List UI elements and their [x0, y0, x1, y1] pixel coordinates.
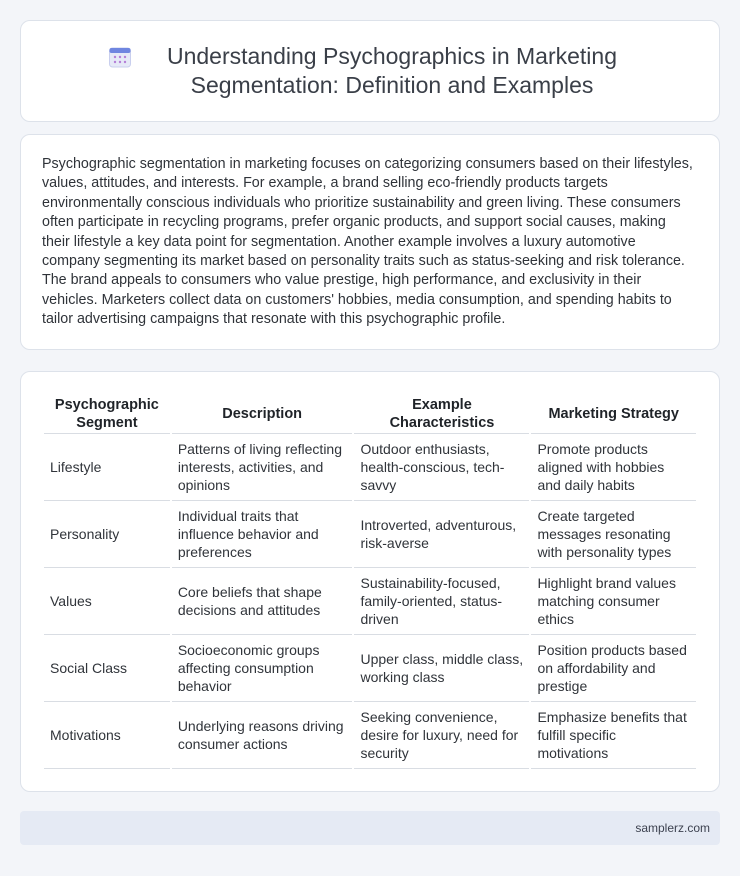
column-header: Marketing Strategy	[531, 394, 696, 434]
table-cell: Lifestyle	[44, 434, 170, 501]
table-cell: Upper class, middle class, working class	[354, 635, 529, 702]
table-cell: Personality	[44, 501, 170, 568]
table-cell: Position products based on affordability and prestige	[531, 635, 696, 702]
table-cell: Create targeted messages resonating with personality types	[531, 501, 696, 568]
segmentation-table	[42, 394, 698, 769]
table-cell: Promote products aligned with hobbies and daily habits	[531, 434, 696, 501]
footer-site-link[interactable]: samplerz.com	[635, 821, 710, 835]
table-row	[44, 702, 696, 769]
column-header: Psychographic Segment	[44, 394, 170, 434]
table-cell: Social Class	[44, 635, 170, 702]
table-header-row	[44, 394, 696, 434]
table-row	[44, 568, 696, 635]
footer-bar	[20, 811, 720, 845]
table-row	[44, 434, 696, 501]
table-cell: Sustainability-focused, family-oriented, status-driven	[354, 568, 529, 635]
intro-paragraph: Psychographic segmentation in marketing focuses on categorizing consumers based on their lifestyles, values, attitudes, and interests. For example, a brand selling eco-friendly products targets environmentally conscious individuals who prioritize sustainability and green living. These consumers often participate in recycling programs, prefer organic products, and support social causes, making their lifestyle a key data point for segmentation. Another example involves a luxury automotive company segmenting its market based on personality traits such as status-seeking and risk tolerance. The brand appeals to consumers who value prestige, high performance, and exclusivity in their vehicles. Marketers collect data on customers' hobbies, media consumption, and spending habits to tailor advertising campaigns that resonate with this psychographic profile.	[42, 156, 693, 328]
table-cell: Values	[44, 568, 170, 635]
table-cell: Socioeconomic groups affecting consumption behavior	[172, 635, 353, 702]
calendar-icon	[108, 45, 132, 69]
table-cell: Individual traits that influence behavior and preferences	[172, 501, 353, 568]
title-card	[20, 20, 720, 122]
table-row	[44, 501, 696, 568]
column-header: Example Characteristics	[354, 394, 529, 434]
table-card	[20, 371, 720, 792]
table-cell: Seeking convenience, desire for luxury, need for security	[354, 702, 529, 769]
column-header: Description	[172, 394, 353, 434]
table-cell: Underlying reasons driving consumer actions	[172, 702, 353, 769]
table-row	[44, 635, 696, 702]
table-cell: Outdoor enthusiasts, health-conscious, tech-savvy	[354, 434, 529, 501]
table-cell: Introverted, adventurous, risk-averse	[354, 501, 529, 568]
table-cell: Motivations	[44, 702, 170, 769]
table-cell: Highlight brand values matching consumer ethics	[531, 568, 696, 635]
table-cell: Core beliefs that shape decisions and attitudes	[172, 568, 353, 635]
table-cell: Patterns of living reflecting interests, activities, and opinions	[172, 434, 353, 501]
intro-card	[20, 134, 720, 350]
table-cell: Emphasize benefits that fulfill specific motivations	[531, 702, 696, 769]
page-title: Understanding Psychographics in Marketing Segmentation: Definition and Examples	[166, 43, 618, 98]
